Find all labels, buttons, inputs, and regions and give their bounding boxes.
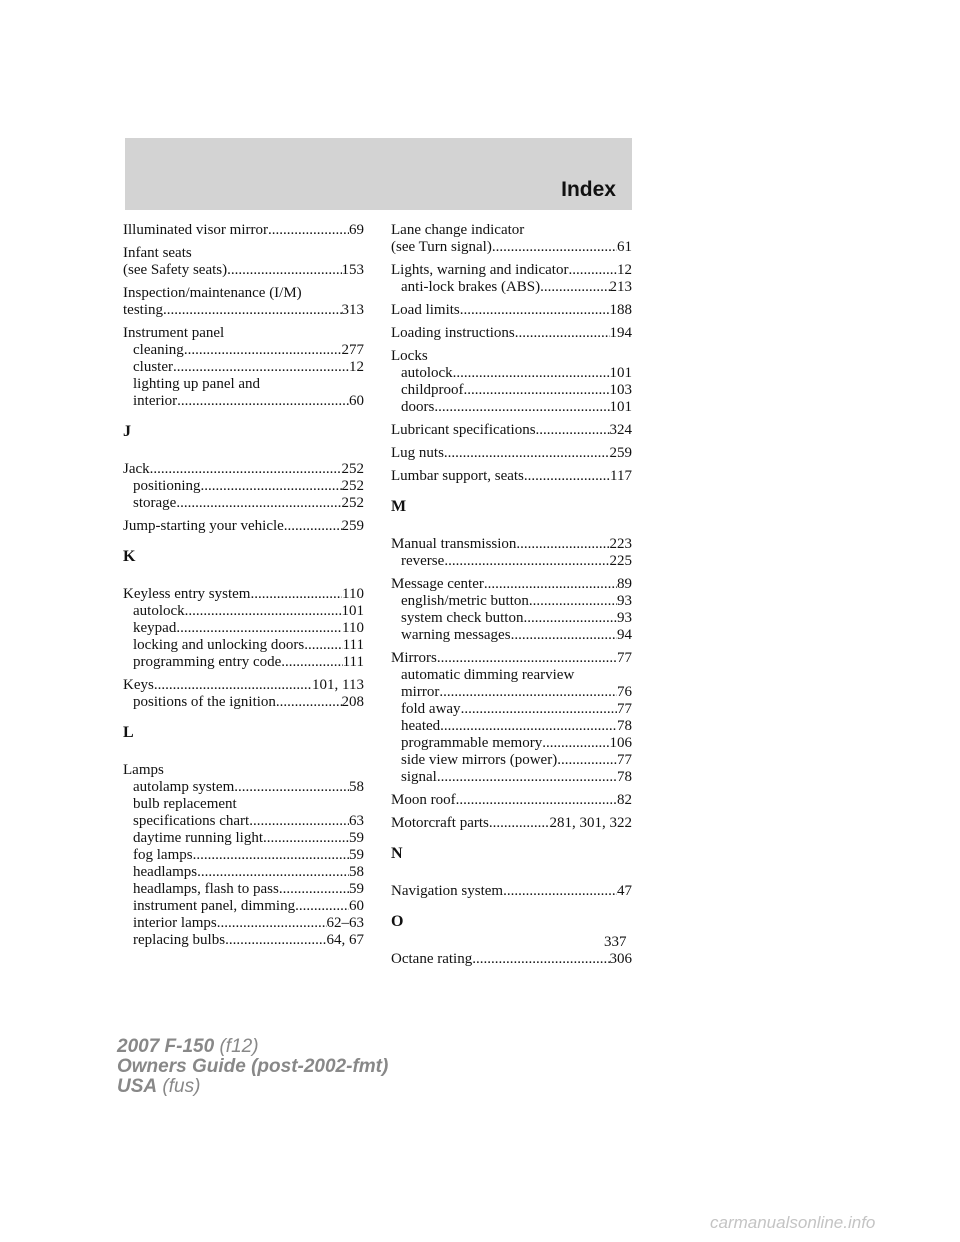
index-term: (see Turn signal): [391, 239, 492, 255]
index-page-ref: 213: [609, 279, 632, 295]
index-subentry-line: [123, 932, 364, 949]
index-entry: [123, 586, 364, 671]
dot-leader: [234, 779, 349, 796]
dot-leader: [268, 222, 349, 239]
dot-leader: [284, 518, 342, 535]
index-page-ref: 59: [349, 847, 364, 863]
index-term: positioning: [133, 478, 201, 494]
index-page-ref: 259: [341, 518, 364, 534]
dot-leader: [460, 302, 610, 319]
index-term: storage: [133, 495, 177, 511]
dot-leader: [444, 553, 609, 570]
index-page-ref: 77: [617, 752, 632, 768]
index-letter-heading: O: [391, 913, 404, 930]
index-subentry-line: [123, 376, 364, 393]
index-entry-line: [391, 792, 632, 809]
index-subentry-line: [391, 365, 632, 382]
index-page-ref: 101: [341, 603, 364, 619]
index-term: automatic dimming rearview: [401, 667, 575, 683]
dot-leader: [439, 684, 617, 701]
index-subentry-line: [391, 382, 632, 399]
dot-leader: [511, 627, 617, 644]
index-term: Loading instructions: [391, 325, 515, 341]
index-page-ref: 60: [349, 898, 364, 914]
index-subentry-line: [391, 769, 632, 786]
dot-leader: [295, 898, 349, 915]
index-term: doors: [401, 399, 435, 415]
index-page-ref: 281, 301, 322: [549, 815, 632, 831]
index-term: Lane change indicator: [391, 222, 525, 238]
index-page-ref: 59: [349, 830, 364, 846]
dot-leader: [184, 342, 342, 359]
dot-leader: [456, 792, 617, 809]
index-entry-line: [123, 677, 364, 694]
index-term: keypad: [133, 620, 177, 636]
index-page-ref: 252: [341, 478, 364, 494]
index-subentry-line: [391, 684, 632, 701]
dot-leader: [437, 769, 617, 786]
index-subentry-line: [123, 359, 364, 376]
index-entry-line: [391, 325, 632, 342]
index-entry-line: [123, 586, 364, 603]
dot-leader: [163, 302, 342, 319]
index-subentry-line: [123, 813, 364, 830]
index-page-ref: 82: [617, 792, 632, 808]
index-entry-line: [391, 348, 632, 365]
index-page-ref: 208: [341, 694, 364, 710]
index-term: Illuminated visor mirror: [123, 222, 268, 238]
dot-leader: [453, 365, 610, 382]
index-term: positions of the ignition: [133, 694, 276, 710]
index-page-ref: 94: [617, 627, 632, 643]
index-page-ref: 153: [341, 262, 364, 278]
dot-leader: [524, 468, 610, 485]
index-page-ref: 103: [609, 382, 632, 398]
index-entry-line: [123, 262, 364, 279]
dot-leader: [276, 694, 342, 711]
index-page-ref: 259: [609, 445, 632, 461]
index-entry: [123, 461, 364, 512]
index-subentry-line: [391, 610, 632, 627]
index-page-ref: 89: [617, 576, 632, 592]
index-page-ref: 324: [609, 422, 632, 438]
index-term: Keyless entry system: [123, 586, 251, 602]
index-term: signal: [401, 769, 437, 785]
dot-leader: [225, 932, 326, 949]
index-page-ref: 225: [609, 553, 632, 569]
index-page-ref: 93: [617, 610, 632, 626]
index-term: Inspection/maintenance (I/M): [123, 285, 302, 301]
index-page-ref: 63: [349, 813, 364, 829]
index-subentry-line: [391, 279, 632, 296]
dot-leader: [503, 883, 617, 900]
index-term: Infant seats: [123, 245, 192, 261]
index-page-ref: 110: [342, 620, 364, 636]
index-subentry-line: [123, 478, 364, 495]
index-entry-line: [123, 222, 364, 239]
dot-leader: [249, 813, 349, 830]
index-term: locking and unlocking doors: [133, 637, 305, 653]
index-page-ref: 93: [617, 593, 632, 609]
index-subentry-line: [123, 881, 364, 898]
index-entry-line: [391, 222, 632, 239]
index-term: heated: [401, 718, 441, 734]
index-term: Load limits: [391, 302, 460, 318]
index-subentry-line: [123, 898, 364, 915]
index-subentry-line: [123, 830, 364, 847]
index-subentry-line: [123, 847, 364, 864]
dot-leader: [484, 576, 617, 593]
index-entry-line: [391, 445, 632, 462]
index-entry-line: [123, 285, 364, 302]
index-page-ref: 69: [349, 222, 364, 238]
index-entry: [391, 325, 632, 342]
header-bar: [125, 138, 632, 210]
index-entry: [123, 222, 364, 239]
index-page-ref: 188: [609, 302, 632, 318]
dot-leader: [440, 718, 617, 735]
index-entry-line: [391, 650, 632, 667]
index-term: cluster: [133, 359, 173, 375]
dot-leader: [529, 593, 617, 610]
index-letter-heading: M: [391, 498, 407, 515]
index-term: Jump-starting your vehicle: [123, 518, 284, 534]
index-subentry-line: [123, 495, 364, 512]
dot-leader: [201, 478, 342, 495]
index-subentry-line: [391, 667, 632, 684]
index-page-ref: 59: [349, 881, 364, 897]
index-page-ref: 101: [609, 365, 632, 381]
index-page-ref: 62–63: [326, 915, 364, 931]
index-subentry-line: [123, 342, 364, 359]
index-entry: [391, 951, 632, 968]
index-entry-line: [391, 239, 632, 256]
index-term: Mirrors: [391, 650, 437, 666]
footer-model-code: (f12): [214, 1036, 259, 1057]
footer-market: USA: [117, 1076, 158, 1097]
index-entry: [123, 677, 364, 711]
index-term: Lumbar support, seats: [391, 468, 524, 484]
index-entry: [391, 348, 632, 416]
index-page-ref: 61: [617, 239, 632, 255]
index-page-ref: 101: [609, 399, 632, 415]
index-entry: [391, 422, 632, 439]
footer-market-code: (fus): [157, 1076, 201, 1097]
index-page-ref: 252: [341, 461, 364, 477]
section-title: Index: [561, 178, 616, 201]
index-term: Navigation system: [391, 883, 504, 899]
index-page-ref: 47: [617, 883, 632, 899]
dot-leader: [279, 881, 349, 898]
index-page-ref: 77: [617, 701, 632, 717]
dot-leader: [217, 915, 327, 932]
index-subentry-line: [123, 864, 364, 881]
index-term: autolamp system: [133, 779, 235, 795]
index-term: headlamps: [133, 864, 198, 880]
index-page-ref: 12: [349, 359, 364, 375]
index-entry-line: [391, 302, 632, 319]
index-page-ref: 58: [349, 779, 364, 795]
index-subentry-line: [123, 637, 364, 654]
dot-leader: [304, 637, 342, 654]
index-term: childproof: [401, 382, 464, 398]
index-subentry-line: [391, 735, 632, 752]
index-term: autolock: [401, 365, 453, 381]
dot-leader: [176, 620, 342, 637]
index-term: Manual transmission: [391, 536, 517, 552]
index-page-ref: 78: [617, 718, 632, 734]
index-letter-heading: K: [123, 548, 136, 565]
index-page-ref: 76: [617, 684, 632, 700]
index-entry-line: [391, 576, 632, 593]
index-page-ref: 78: [617, 769, 632, 785]
index-letter-heading: L: [123, 724, 134, 741]
index-term: autolock: [133, 603, 185, 619]
dot-leader: [185, 603, 342, 620]
index-page-ref: 111: [342, 654, 364, 670]
index-term: side view mirrors (power): [401, 752, 558, 768]
index-entry: [123, 285, 364, 319]
dot-leader: [461, 701, 617, 718]
index-subentry-line: [391, 399, 632, 416]
index-subentry-line: [123, 620, 364, 637]
dot-leader: [177, 393, 349, 410]
dot-leader: [515, 325, 610, 342]
dot-leader: [176, 495, 341, 512]
index-term: Lubricant specifications: [391, 422, 536, 438]
index-page-ref: 252: [341, 495, 364, 511]
dot-leader: [472, 951, 609, 968]
index-page-ref: 111: [342, 637, 364, 653]
dot-leader: [197, 864, 349, 881]
index-entry: [123, 762, 364, 949]
index-entry-line: [123, 518, 364, 535]
index-term: programmable memory: [401, 735, 543, 751]
index-letter-heading: J: [123, 423, 131, 440]
dot-leader: [568, 262, 617, 279]
index-entry-line: [123, 325, 364, 342]
index-term: headlamps, flash to pass: [133, 881, 279, 897]
index-page-ref: 223: [609, 536, 632, 552]
dot-leader: [281, 654, 342, 671]
index-term: Lights, warning and indicator: [391, 262, 569, 278]
index-term: instrument panel, dimming: [133, 898, 296, 914]
watermark: carmanualsonline.info: [710, 1213, 876, 1232]
index-entry: [391, 222, 632, 256]
index-entry-line: [123, 762, 364, 779]
dot-leader: [540, 279, 609, 296]
index-page-ref: 64, 67: [326, 932, 364, 948]
dot-leader: [516, 536, 609, 553]
index-term: english/metric button: [401, 593, 529, 609]
index-term: interior lamps: [133, 915, 217, 931]
dot-leader: [463, 382, 609, 399]
index-subentry-line: [123, 393, 364, 410]
index-entry: [123, 518, 364, 535]
dot-leader: [489, 815, 550, 832]
dot-leader: [193, 847, 349, 864]
index-entry: [391, 536, 632, 570]
dot-leader: [536, 422, 610, 439]
index-entry: [123, 245, 364, 279]
dot-leader: [542, 735, 609, 752]
index-entry: [391, 262, 632, 296]
index-term: Lamps: [123, 762, 164, 778]
index-term: daytime running light: [133, 830, 263, 846]
index-entry-line: [391, 468, 632, 485]
index-entry: [123, 325, 364, 410]
dot-leader: [154, 677, 312, 694]
footer-doc-info: [117, 1037, 388, 1097]
index-entry: [391, 468, 632, 485]
index-entry: [391, 302, 632, 319]
index-term: Jack: [123, 461, 150, 477]
index-term: reverse: [401, 553, 445, 569]
index-term: testing: [123, 302, 163, 318]
index-term: Instrument panel: [123, 325, 225, 341]
dot-leader: [434, 399, 609, 416]
index-term: programming entry code: [133, 654, 282, 670]
index-entry-line: [391, 951, 632, 968]
index-entry-line: [391, 262, 632, 279]
index-term: Lug nuts: [391, 445, 444, 461]
index-subentry-line: [123, 603, 364, 620]
index-subentry-line: [123, 915, 364, 932]
index-entry-line: [123, 461, 364, 478]
index-entry: [391, 445, 632, 462]
index-subentry-line: [391, 701, 632, 718]
index-entry-line: [391, 422, 632, 439]
index-entry-line: [391, 883, 632, 900]
index-subentry-line: [391, 718, 632, 735]
index-term: Keys: [123, 677, 154, 693]
index-term: Moon roof: [391, 792, 456, 808]
index-term: cleaning: [133, 342, 184, 358]
index-term: fog lamps: [133, 847, 193, 863]
index-term: specifications chart: [133, 813, 250, 829]
index-term: (see Safety seats): [123, 262, 228, 278]
dot-leader: [437, 650, 617, 667]
index-term: Octane rating: [391, 951, 473, 967]
dot-leader: [173, 359, 349, 376]
dot-leader: [523, 610, 617, 627]
index-entry: [391, 650, 632, 786]
index-entry: [391, 883, 632, 900]
index-page-ref: 117: [610, 468, 632, 484]
index-page-ref: 110: [342, 586, 364, 602]
index-subentry-line: [391, 553, 632, 570]
page-number: 337: [604, 934, 627, 950]
footer-model: 2007 F-150: [117, 1036, 215, 1057]
index-term: mirror: [401, 684, 440, 700]
index-page-ref: 77: [617, 650, 632, 666]
index-term: Message center: [391, 576, 484, 592]
index-page-ref: 306: [609, 951, 632, 967]
index-term: warning messages: [401, 627, 511, 643]
index-entry: [391, 792, 632, 809]
index-subentry-line: [391, 627, 632, 644]
dot-leader: [492, 239, 617, 256]
index-entry-line: [123, 245, 364, 262]
dot-leader: [227, 262, 341, 279]
index-subentry-line: [123, 694, 364, 711]
index-entry: [391, 576, 632, 644]
index-term: Motorcraft parts: [391, 815, 489, 831]
index-term: anti-lock brakes (ABS): [401, 279, 541, 295]
index-column-left: [123, 222, 364, 955]
index-term: replacing bulbs: [133, 932, 226, 948]
index-page-ref: 60: [349, 393, 364, 409]
index-entry: [391, 815, 632, 832]
dot-leader: [444, 445, 610, 462]
index-page-ref: 194: [609, 325, 632, 341]
index-letter-heading: N: [391, 845, 403, 862]
index-column-right: [391, 222, 632, 974]
index-subentry-line: [123, 654, 364, 671]
index-subentry-line: [123, 796, 364, 813]
dot-leader: [557, 752, 617, 769]
index-entry-line: [391, 815, 632, 832]
index-page-ref: 106: [609, 735, 632, 751]
index-entry-line: [123, 302, 364, 319]
index-page-ref: 12: [617, 262, 632, 278]
index-subentry-line: [391, 752, 632, 769]
index-entry-line: [391, 536, 632, 553]
index-term: lighting up panel and: [133, 376, 261, 392]
index-page-ref: 101, 113: [312, 677, 364, 693]
index-term: system check button: [401, 610, 524, 626]
index-page-ref: 313: [341, 302, 364, 318]
index-subentry-line: [123, 779, 364, 796]
index-term: fold away: [401, 701, 461, 717]
index-term: bulb replacement: [133, 796, 237, 812]
dot-leader: [150, 461, 342, 478]
index-subentry-line: [391, 593, 632, 610]
dot-leader: [250, 586, 342, 603]
dot-leader: [263, 830, 349, 847]
index-term: Locks: [391, 348, 428, 364]
index-page-ref: 58: [349, 864, 364, 880]
index-page-ref: 277: [341, 342, 364, 358]
index-term: interior: [133, 393, 178, 409]
footer-guide-name: Owners Guide (post-2002-fmt): [117, 1056, 389, 1077]
